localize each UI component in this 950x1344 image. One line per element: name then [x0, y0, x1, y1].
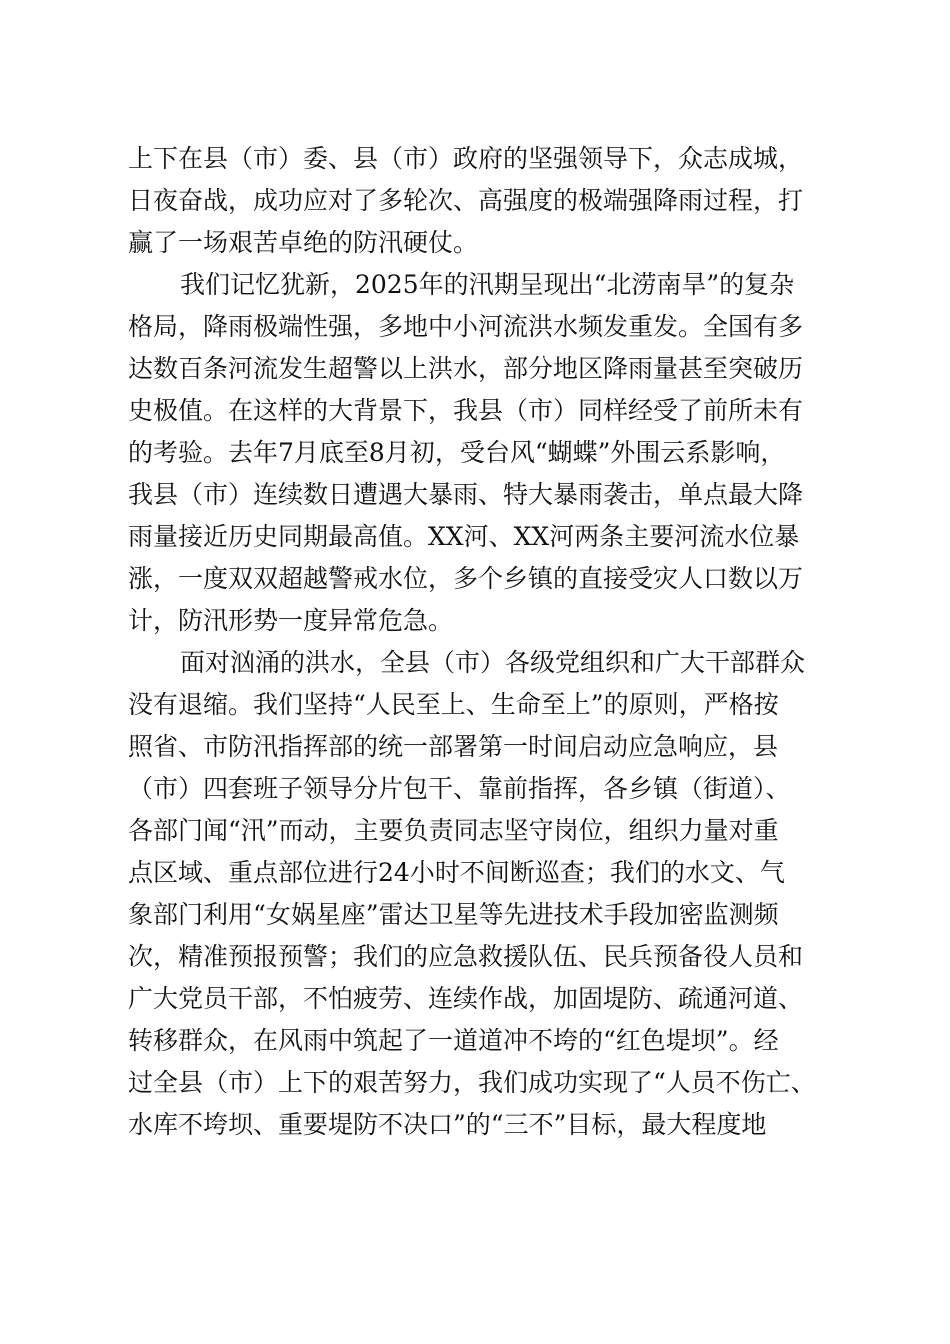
text-line-8: 的考验。去年7月底至8月初，受台风“蝴蝶”外围云系影响，: [128, 438, 786, 467]
text-line-9: 我县（市）连续数日遭遇大暴雨、特大暴雨袭击，单点最大降: [128, 480, 804, 509]
text-line-11: 涨，一度双双超越警戒水位，多个乡镇的直接受灾人口数以万: [128, 564, 804, 593]
text-line-3: 赢了一场艰苦卓绝的防汛硬仗。: [128, 228, 479, 257]
text-line-16: （市）四套班子领导分片包干、靠前指挥，各乡镇（街道）、: [128, 774, 791, 803]
text-line-19: 象部门利用“女娲星座”雷达卫星等先进技术手段加密监测频: [128, 900, 779, 929]
text-line-5: 格局，降雨极端性强，多地中小河流洪水频发重发。全国有多: [128, 312, 804, 341]
text-line-12: 计，防汛形势一度异常危急。: [128, 606, 454, 635]
text-line-21: 广大党员干部，不怕疲劳、连续作战，加固堤防、疏通河道、: [128, 984, 804, 1013]
text-line-18: 点区域、重点部位进行24小时不间断巡查；我们的水文、气: [128, 858, 785, 887]
text-line-7: 史极值。在这样的大背景下，我县（市）同样经受了前所未有: [128, 396, 804, 425]
text-line-6: 达数百条河流发生超警以上洪水，部分地区降雨量甚至突破历: [128, 354, 804, 383]
text-line-14: 没有退缩。我们坚持“人民至上、生命至上”的原则，严格按: [128, 690, 779, 719]
text-line-17: 各部门闻“汛”而动，主要负责同志坚守岗位，组织力量对重: [128, 816, 779, 845]
text-line-1: 上下在县（市）委、县（市）政府的坚强领导下，众志成城，: [128, 144, 804, 173]
text-line-13: 面对汹涌的洪水，全县（市）各级党组织和广大干部群众: [180, 648, 806, 677]
text-line-4: 我们记忆犹新，2025年的汛期呈现出“北涝南旱”的复杂: [180, 270, 795, 299]
text-line-24: 水库不垮坝、重要堤防不决口”的“三不”目标，最大程度地: [128, 1110, 767, 1139]
text-line-2: 日夜奋战，成功应对了多轮次、高强度的极端强降雨过程，打: [128, 186, 804, 215]
text-line-22: 转移群众，在风雨中筑起了一道道冲不垮的“红色堤坝”。经: [128, 1026, 779, 1055]
text-line-10: 雨量接近历史同期最高值。XX河、XX河两条主要河流水位暴: [128, 522, 800, 551]
text-line-20: 次，精准预报预警；我们的应急救援队伍、民兵预备役人员和: [128, 942, 804, 971]
text-line-15: 照省、市防汛指挥部的统一部署第一时间启动应急响应，县: [128, 732, 779, 761]
text-line-23: 过全县（市）上下的艰苦努力，我们成功实现了“人员不伤亡、: [128, 1068, 816, 1097]
